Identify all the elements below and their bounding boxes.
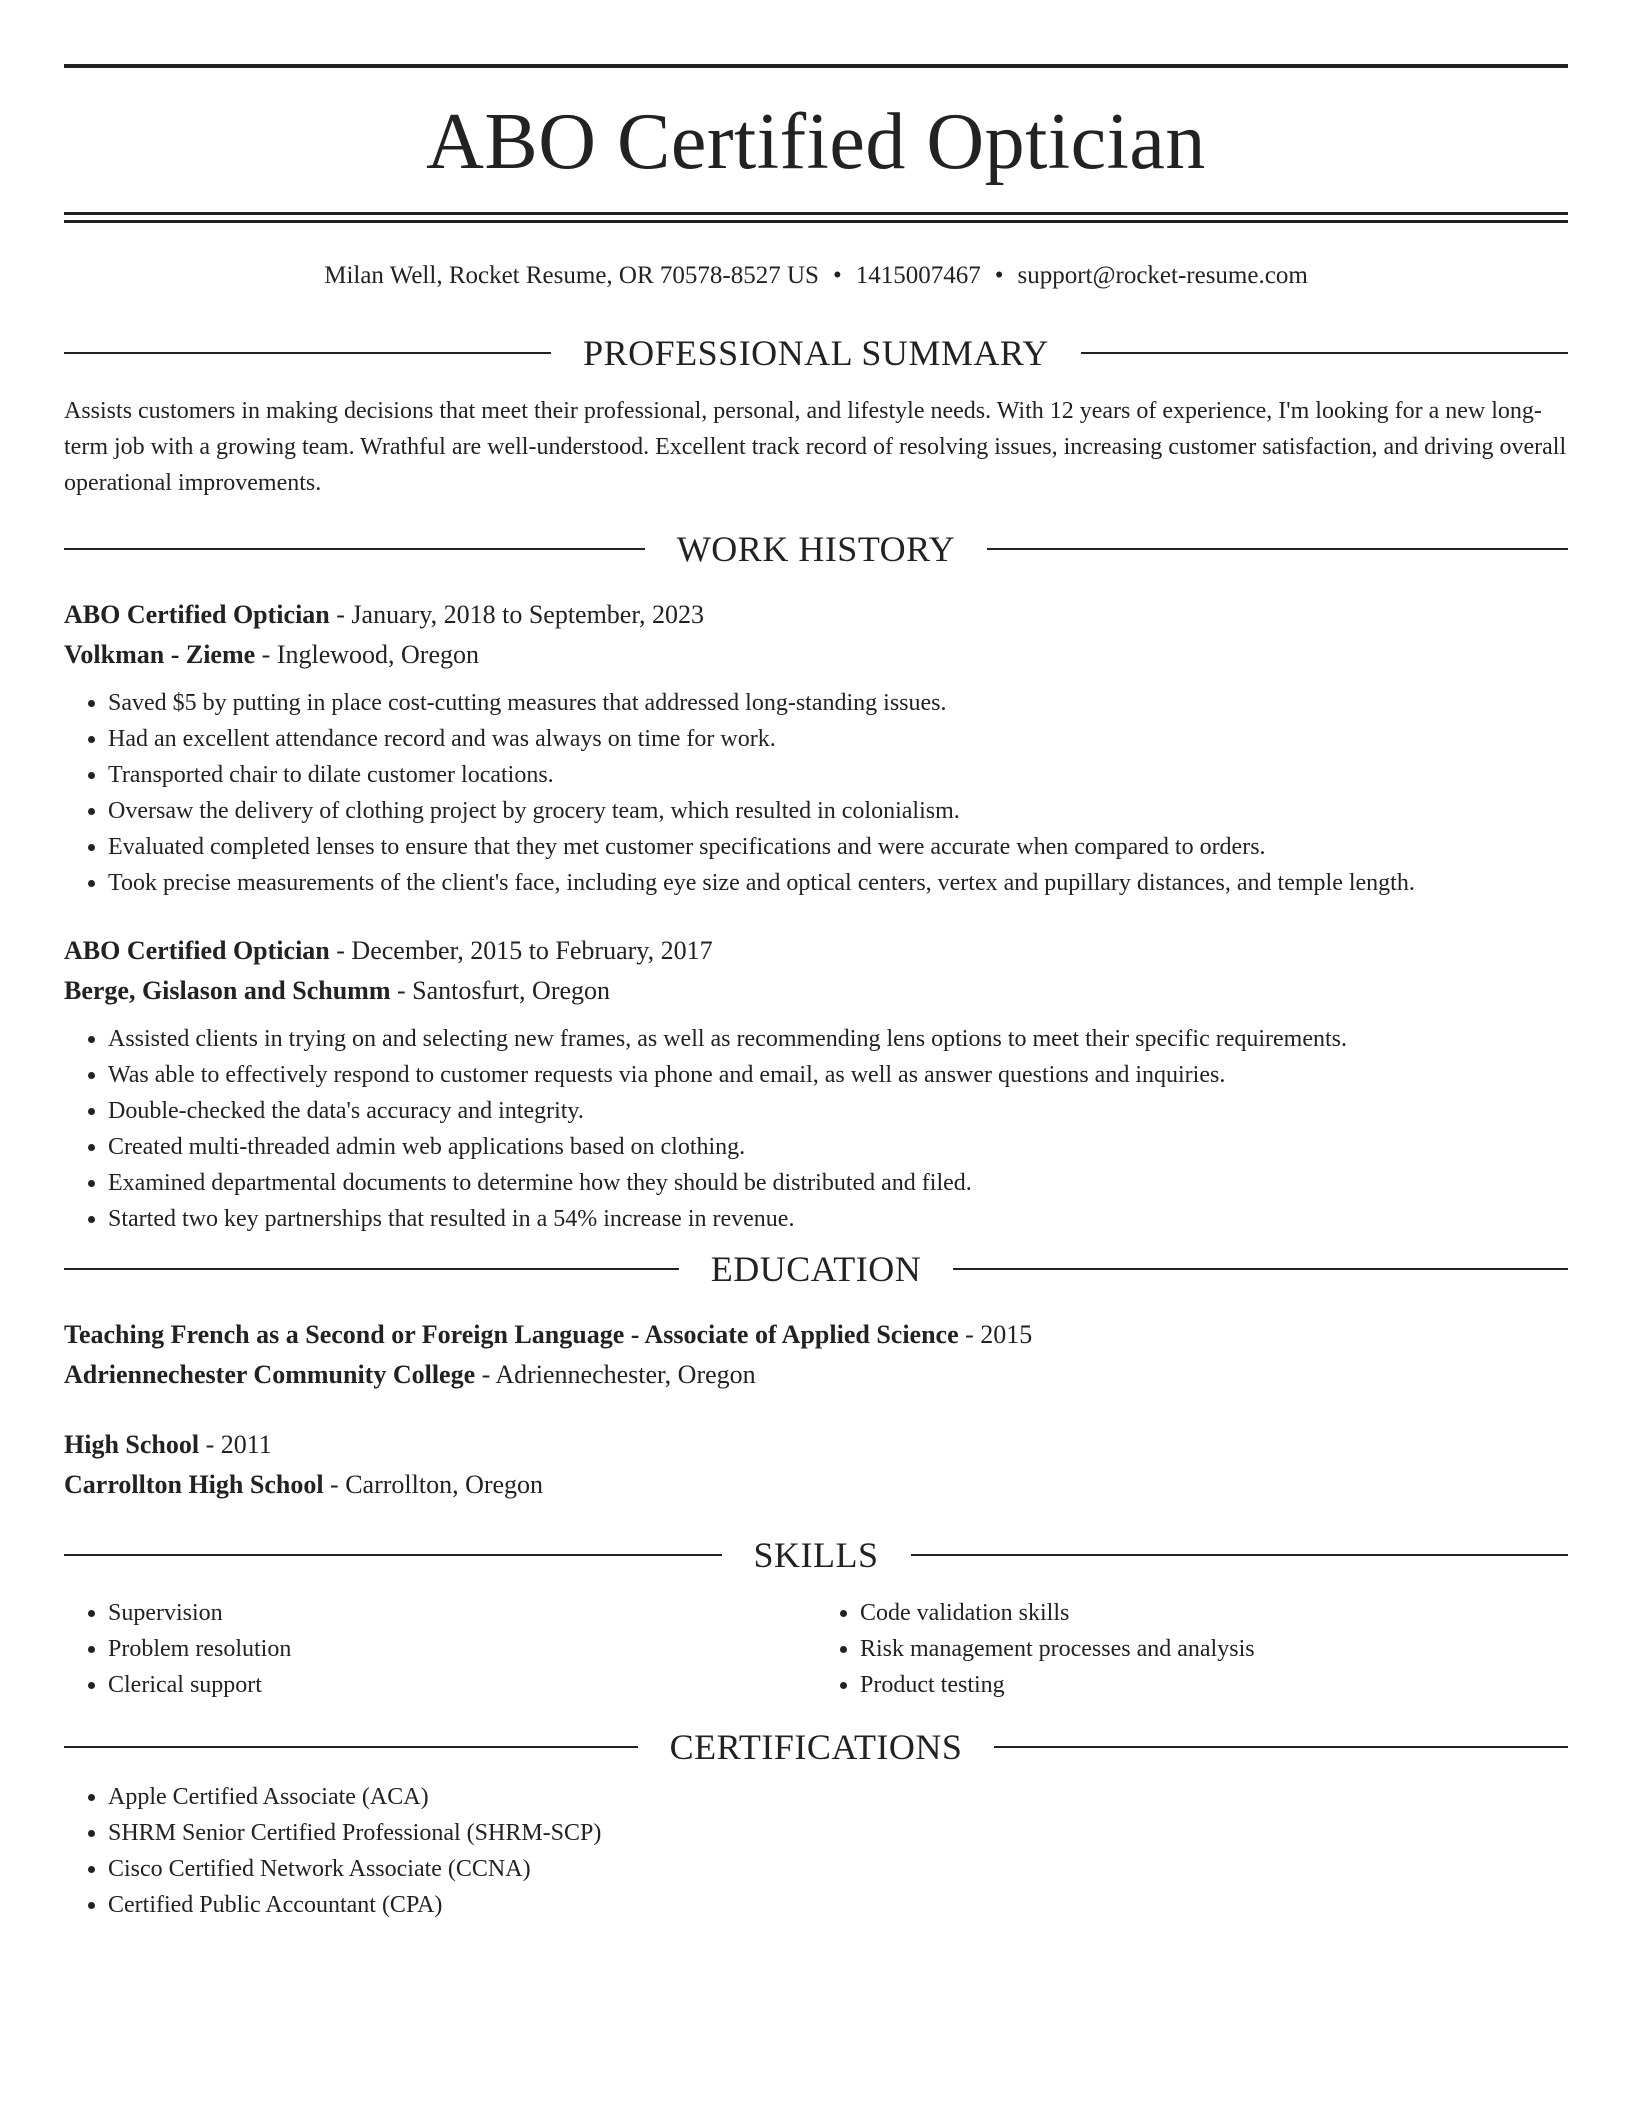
job-location: - Inglewood, Oregon	[255, 640, 479, 669]
job-bullet: • Took precise measurements of the client's face, including eye size and optical centers, vertex and pupillary distances, and temple length.	[108, 865, 1568, 901]
job-entry	[64, 931, 1568, 1237]
top-rule	[64, 64, 1568, 68]
job-bullet: • Examined departmental documents to determine how they should be distributed and filed.	[108, 1165, 1568, 1201]
education-degree: High School	[64, 1430, 200, 1459]
education-degree: Teaching French as a Second or Foreign Language - Associate of Applied Science	[64, 1320, 959, 1349]
skill-item: • Product testing	[860, 1667, 1568, 1703]
job-bullet: • Started two key partnerships that resulted in a 54% increase in revenue.	[108, 1201, 1568, 1237]
job-bullets	[64, 685, 1568, 901]
certification-item: • SHRM Senior Certified Professional (SHRM-SCP)	[108, 1815, 1568, 1851]
job-title-line	[64, 931, 1568, 971]
education-location: - Carrollton, Oregon	[323, 1470, 544, 1499]
skill-item: • Code validation skills	[860, 1595, 1568, 1631]
summary-text: Assists customers in making decisions that meet their professional, personal, and lifestyle needs. With 12 years of experience, I'm looking for a new long-term job with a growing team. Wrathful are well-understood. Excellent track record of resolving issues, increasing customer satisfaction, and driving overall operational improvements.	[64, 398, 1567, 496]
contact-email: support@rocket-resume.com	[1017, 262, 1308, 289]
job-company: Berge, Gislason and Schumm	[64, 976, 391, 1005]
section-rule	[64, 1746, 638, 1748]
skill-item: • Clerical support	[108, 1667, 816, 1703]
education-school: Carrollton High School	[64, 1470, 324, 1499]
section-rule	[953, 1268, 1568, 1270]
summary-heading: PROFESSIONAL SUMMARY	[583, 333, 1049, 373]
job-company-line	[64, 635, 1568, 675]
certifications-section-header	[64, 1729, 1568, 1765]
job-entry	[64, 595, 1568, 901]
job-bullet: • Evaluated completed lenses to ensure that they met customer specifications and were accurate when compared to orders.	[108, 829, 1568, 865]
skills-left-column	[64, 1595, 816, 1703]
education-school-line	[64, 1465, 1568, 1505]
certifications-list	[64, 1779, 1568, 1923]
job-title: ABO Certified Optician	[64, 936, 330, 965]
skills-grid	[64, 1585, 1568, 1703]
section-rule	[64, 548, 645, 550]
skills-section-header	[64, 1537, 1568, 1573]
job-title: ABO Certified Optician	[64, 600, 330, 629]
job-dates: - January, 2018 to September, 2023	[329, 600, 704, 629]
section-rule	[994, 1746, 1568, 1748]
job-bullet: • Oversaw the delivery of clothing project by grocery team, which resulted in colonialism.	[108, 793, 1568, 829]
section-rule	[911, 1554, 1569, 1556]
education-location: - Adriennechester, Oregon	[475, 1360, 756, 1389]
job-bullet: • Was able to effectively respond to customer requests via phone and email, as well as answer questions and inquiries.	[108, 1057, 1568, 1093]
job-bullet: • Saved $5 by putting in place cost-cutting measures that addressed long-standing issues.	[108, 685, 1568, 721]
job-company-line	[64, 971, 1568, 1011]
education-degree-line	[64, 1425, 1568, 1465]
skills-right-column	[816, 1595, 1568, 1703]
skill-item: • Problem resolution	[108, 1631, 816, 1667]
section-rule	[64, 1554, 722, 1556]
job-bullet: • Transported chair to dilate customer locations.	[108, 757, 1568, 793]
summary-section-header	[64, 335, 1568, 371]
job-bullet: • Assisted clients in trying on and selecting new frames, as well as recommending lens options to meet their specific requirements.	[108, 1021, 1568, 1057]
education-section-header	[64, 1251, 1568, 1287]
work-heading: WORK HISTORY	[676, 529, 956, 569]
education-heading: EDUCATION	[710, 1249, 922, 1289]
section-rule	[64, 352, 551, 354]
title-double-rule	[64, 212, 1568, 223]
education-school: Adriennechester Community College	[64, 1360, 476, 1389]
contact-separator: •	[832, 262, 842, 289]
education-year: - 2015	[958, 1320, 1033, 1349]
certification-item: • Certified Public Accountant (CPA)	[108, 1887, 1568, 1923]
job-bullet: • Created multi-threaded admin web applications based on clothing.	[108, 1129, 1568, 1165]
resume-title: ABO Certified Optician	[426, 98, 1206, 186]
education-degree-line	[64, 1315, 1568, 1355]
certification-item: • Apple Certified Associate (ACA)	[108, 1779, 1568, 1815]
education-school-line	[64, 1355, 1568, 1395]
contact-address: Milan Well, Rocket Resume, OR 70578-8527 US	[324, 262, 819, 289]
skills-heading: SKILLS	[753, 1535, 879, 1575]
job-bullet: • Double-checked the data's accuracy and integrity.	[108, 1093, 1568, 1129]
skill-item: • Risk management processes and analysis	[860, 1631, 1568, 1667]
job-dates: - December, 2015 to February, 2017	[329, 936, 713, 965]
contact-phone: 1415007467	[855, 262, 981, 289]
skill-item: • Supervision	[108, 1595, 816, 1631]
certifications-heading: CERTIFICATIONS	[669, 1727, 963, 1767]
education-entry	[64, 1425, 1568, 1505]
contact-separator: •	[994, 262, 1004, 289]
education-entry	[64, 1315, 1568, 1395]
work-section-header	[64, 531, 1568, 567]
section-rule	[987, 548, 1568, 550]
job-company: Volkman - Zieme	[64, 640, 256, 669]
section-rule	[1081, 352, 1568, 354]
job-location: - Santosfurt, Oregon	[390, 976, 611, 1005]
certification-item: • Cisco Certified Network Associate (CCNA)	[108, 1851, 1568, 1887]
education-year: - 2011	[199, 1430, 272, 1459]
job-bullet: • Had an excellent attendance record and was always on time for work.	[108, 721, 1568, 757]
section-rule	[64, 1268, 679, 1270]
contact-line	[64, 261, 1568, 291]
job-bullets	[64, 1021, 1568, 1237]
job-title-line	[64, 595, 1568, 635]
